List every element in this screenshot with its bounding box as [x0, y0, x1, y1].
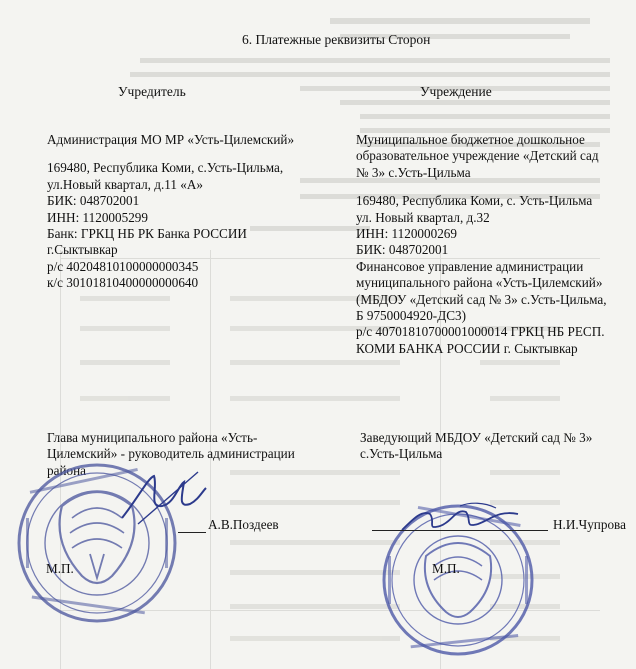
founder-signer-title-3: района [47, 462, 87, 478]
institution-signer-title-2: с.Усть-Цильма [360, 446, 443, 462]
institution-signer-name: Н.И.Чупрова [553, 517, 626, 532]
institution-finance-dept-3: (МБДОУ «Детский сад № 3» с.Усть-Цильма, [356, 291, 607, 307]
institution-bik: БИК: 048702001 [356, 242, 449, 258]
founder-address-1: 169480, Республика Коми, с.Усть-Цильма, [47, 160, 284, 176]
founder-address-2: ул.Новый квартал, д.11 «А» [47, 176, 203, 192]
founder-heading: Учредитель [118, 84, 186, 99]
institution-org-name-3: № 3» с.Усть-Цильма [356, 164, 471, 180]
institution-bank: КОМИ БАНКА РОССИИ г. Сыктывкар [356, 340, 578, 356]
institution-signature [400, 500, 520, 540]
institution-signer-title [360, 430, 592, 463]
institution-signature-line [372, 530, 548, 531]
institution-requisites [356, 132, 607, 357]
founder-bank: Банк: ГРКЦ НБ РК Банка РОССИИ [47, 226, 247, 242]
founder-seal-mark: М.П. [46, 561, 74, 576]
institution-address-1: 169480, Республика Коми, с. Усть-Цильма [356, 193, 593, 209]
institution-signer-title-1: Заведующий МБДОУ «Детский сад № 3» [360, 430, 593, 445]
institution-seal-mark: М.П. [432, 561, 460, 576]
founder-inn: ИНН: 1120005299 [47, 209, 148, 225]
founder-requisites [47, 132, 294, 292]
founder-signature-line [178, 532, 206, 533]
institution-settlement-account: р/с 40701810700001000014 ГРКЦ НБ РЕСП. [356, 324, 605, 340]
founder-correspondent-account: к/с 30101810400000000640 [47, 275, 199, 291]
section-title: 6. Платежные реквизиты Сторон [242, 32, 431, 47]
institution-finance-dept-1: Финансовое управление администрации [356, 258, 584, 274]
founder-signer-title-1: Глава муниципального района «Усть- [47, 430, 258, 445]
founder-settlement-account: р/с 40204810100000000345 [47, 258, 199, 274]
founder-signer-title-2: Цилемский» - руководитель администрации [47, 446, 295, 462]
institution-finance-dept-2: муниципального района «Усть-Цилемский» [356, 275, 603, 291]
founder-org-name: Администрация МО МР «Усть-Цилемский» [47, 132, 295, 147]
founder-bank-city: г.Сыктывкар [47, 242, 118, 258]
institution-address-2: ул. Новый квартал, д.32 [356, 209, 490, 225]
founder-bik: БИК: 048702001 [47, 193, 140, 209]
institution-heading: Учреждение [420, 84, 492, 99]
founder-signer-name: А.В.Поздеев [208, 517, 279, 532]
founder-signature [118, 468, 208, 528]
institution-inn: ИНН: 1120000269 [356, 226, 457, 242]
institution-finance-dept-4: Б 9750004920-ДС3) [356, 308, 466, 324]
institution-org-name-2: образовательное учреждение «Детский сад [356, 148, 599, 164]
institution-org-name-1: Муниципальное бюджетное дошкольное [356, 132, 585, 147]
